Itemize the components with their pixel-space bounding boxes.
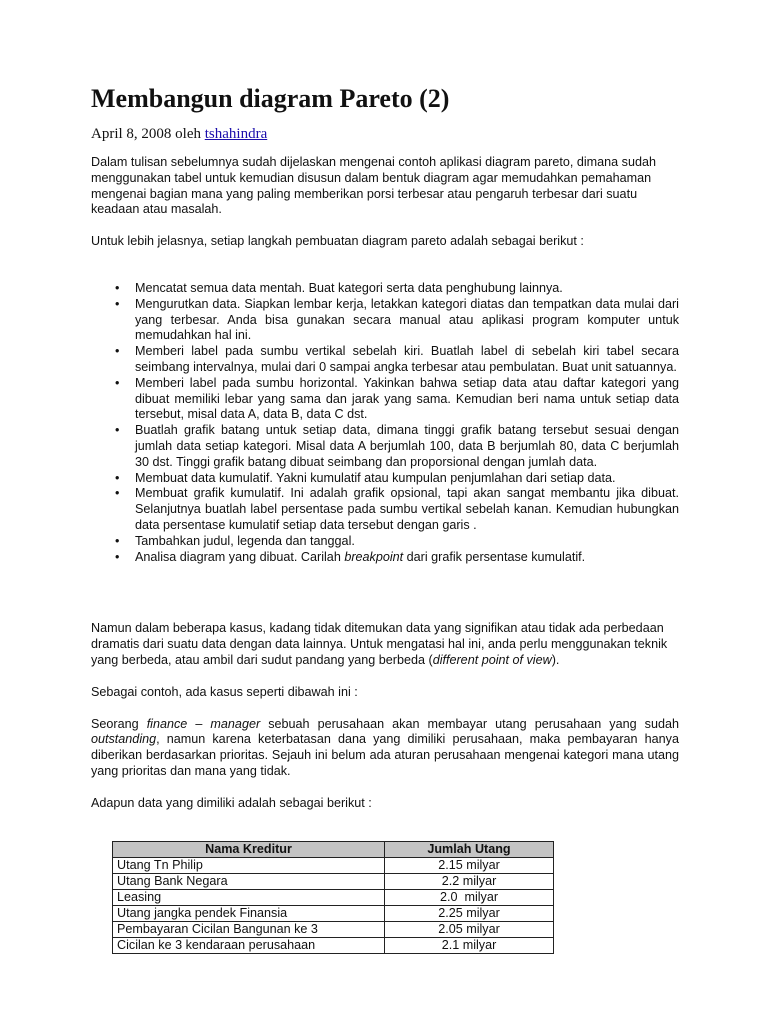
table-row [113, 873, 554, 889]
debt-table [112, 841, 554, 954]
list-item [91, 550, 679, 566]
text: Namun dalam beberapa kasus, kadang tidak ditemukan data yang signifikan atau tidak ada perbedaan dramatis dari suatu data dengan data lainnya. Untuk mengatasi hal ini, anda perlu menggunakan teknik yang berbeda, atau ambil dari sudut pandang yang berbeda ( [91, 621, 668, 667]
text: Seorang [91, 716, 147, 731]
cell: 2.25 milyar [385, 905, 554, 921]
list-item: • Membuat data kumulatif. Yakni kumulatif atau kumpulan penjumlahan dari setiap data. [91, 471, 679, 487]
steps-intro: Untuk lebih jelasnya, setiap langkah pembuatan diagram pareto adalah sebagai berikut : [91, 234, 584, 249]
cell: 2.15 milyar [385, 857, 554, 873]
cell: 2.0 milyar [385, 889, 554, 905]
cell: Pembayaran Cicilan Bangunan ke 3 [113, 921, 385, 937]
text: , namun karena keterbatasan dana yang dimiliki perusahaan, maka pembayaran hanya diberikan berdasarkan prioritas. Sejauh ini belum ada aturan perusahaan mengenai kategori mana utang yang prioritas dan mana yang tidak. [91, 732, 679, 778]
text: sebuah perusahaan akan membayar utang perusahaan yang sudah [260, 716, 679, 731]
text: Analisa diagram yang dibuat. Carilah [135, 549, 345, 564]
list-item: • Mengurutkan data. Siapkan lembar kerja, letakkan kategori diatas dan tempatkan data mulai dari yang terbesar. Anda bisa gunakan secara manual atau aplikasi program komputer untuk memudahkan hal ini. [91, 297, 679, 344]
cell: Cicilan ke 3 kendaraan perusahaan [113, 937, 385, 953]
post-date: April 8, 2008 oleh [91, 126, 205, 142]
post-meta [91, 125, 679, 143]
text-italic: breakpoint [344, 549, 404, 564]
table-header-row [113, 841, 554, 857]
text-italic: different point of view [432, 652, 552, 667]
text-italic: finance – manager [146, 716, 261, 731]
cell: Utang Tn Philip [113, 857, 385, 873]
cell: Utang jangka pendek Finansia [113, 905, 385, 921]
list-item: • Memberi label pada sumbu horizontal. Yakinkan bahwa setiap data atau daftar kategori yang dibuat memiliki lebar yang sama dan jarak yang sama. Kemudian beri nama untuk setiap data tersebut, misal data A, data B, data C dst. [91, 376, 679, 423]
paragraph: Adapun data yang dimiliki adalah sebagai berikut : [91, 795, 372, 810]
steps-list [91, 281, 679, 565]
cell: 2.1 milyar [385, 937, 554, 953]
article [91, 82, 679, 954]
paragraph [91, 621, 679, 668]
paragraph [91, 717, 679, 780]
text-italic: outstanding [91, 732, 157, 747]
column-header: Nama Kreditur [113, 841, 385, 857]
text: dari grafik persentase kumulatif. [403, 549, 586, 564]
page-title: Membangun diagram Pareto (2) [91, 84, 450, 113]
text: ). [551, 652, 560, 667]
list-item: • Membuat grafik kumulatif. Ini adalah grafik opsional, tapi akan sangat membantu jika dibuat. Selanjutnya buatlah label persentase pada sumbu vertikal sebelah kanan. Kemudian hubungkan data persentase kumulatif setiap data tersebut dengan garis . [91, 486, 679, 533]
table-row [113, 889, 554, 905]
cell: Utang Bank Negara [113, 873, 385, 889]
intro-paragraph: Dalam tulisan sebelumnya sudah dijelaskan mengenai contoh aplikasi diagram pareto, dimana sudah menggunakan tabel untuk kemudian disusun dalam bentuk diagram agar memudahkan pemahaman mengenai bagian mana yang paling memberikan porsi terbesar atau pengaruh terbesar dari suatu keadaan atau masalah. [91, 155, 656, 217]
cell: 2.2 milyar [385, 873, 554, 889]
list-item: • Memberi label pada sumbu vertikal sebelah kiri. Buatlah label di sebelah kiri tabel secara seimbang intervalnya, mulai dari 0 sampai angka terbesar atau pembulatan. Buat unit satuannya. [91, 344, 679, 376]
paragraph: Sebagai contoh, ada kasus seperti dibawah ini : [91, 684, 358, 699]
list-item: • Mencatat semua data mentah. Buat kategori serta data penghubung lainnya. [91, 281, 679, 297]
table-row [113, 905, 554, 921]
table-row [113, 937, 554, 953]
list-item: • Buatlah grafik batang untuk setiap data, dimana tinggi grafik batang tersebut sesuai dengan jumlah data setiap kategori. Misal data A berjumlah 100, data B berjumlah 80, data C berjumlah 30 dst. Tinggi grafik batang dibuat seimbang dan proporsional dengan jumlah data. [91, 423, 679, 470]
list-item: • Tambahkan judul, legenda dan tanggal. [91, 534, 679, 550]
cell: 2.05 milyar [385, 921, 554, 937]
cell: Leasing [113, 889, 385, 905]
column-header: Jumlah Utang [385, 841, 554, 857]
table-row [113, 857, 554, 873]
table-row [113, 921, 554, 937]
author-link[interactable]: tshahindra [204, 126, 268, 142]
